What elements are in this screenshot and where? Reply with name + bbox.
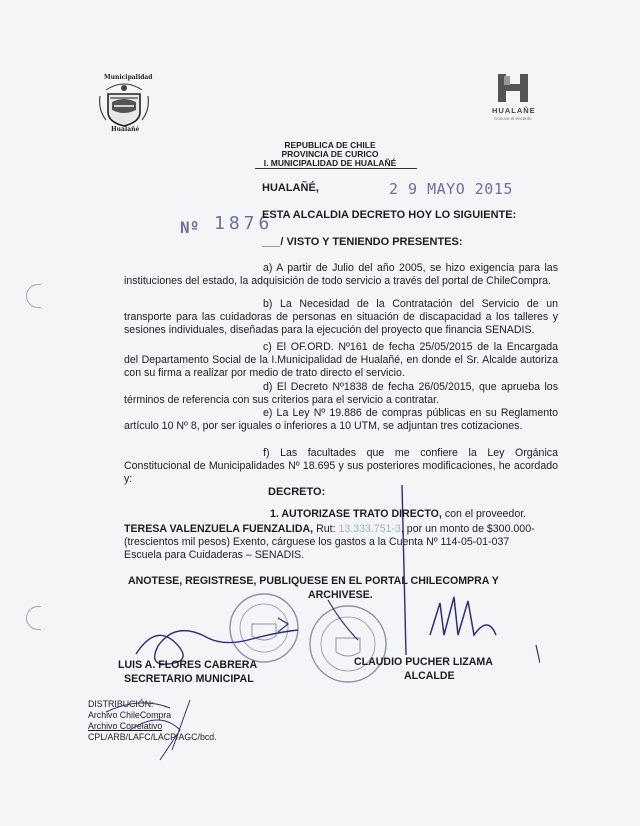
mayor-name: CLAUDIO PUCHER LIZAMA [354,656,493,668]
logo-name: HUALAÑE [492,106,536,115]
item1-prefix: 1. AUTORIZASE TRATO DIRECTO, [270,508,442,520]
logo-tagline: Conoce el encanto [494,116,532,121]
paragraph-f: f) Las facultades que me confiere la Ley Orgánica Constitucional de Municipalidades Nº 18.695 y sus posteriores modificaciones, he acordado y: [124,447,558,485]
decreto-heading: DECRETO: [268,486,326,498]
decree-number: 1876 [214,213,274,234]
paragraph-c: c) El OF.ORD. Nº161 de fecha 25/05/2015 de la Encargada del Departamento Social de la I.Municipalidad de Hualañé, en donde el Sr. Alcalde autoriza con su firma a realizar por medio de trato directo el servicio. [124,341,558,379]
paragraph-a: a) A partir de Julio del año 2005, se hizo exigencia para las instituciones del estado, la adquisición de todo servicio a través del portal de ChileCompra. [124,262,558,287]
paragraph-e: e) La Ley Nº 19.886 de compras públicas en su Reglamento artículo 10 Nº 8, por ser iguales o inferiores a 10 UTM, se adjuntan tres cotizaciones. [124,407,558,432]
item1-rest: con el proveedor. [441,508,527,520]
punch-hole-mark [26,284,41,308]
item1-line2: (trescientos mil pesos) Exento, cárguese los gastos a la Cuenta Nº 114-05-01-037 [124,536,510,548]
secretary-name: LUIS A. FLORES CABRERA [118,659,258,671]
hualane-brand-logo [490,72,538,130]
rut-label: Rut: [316,523,336,535]
distribution-item: CPL/ARB/LAFC/LACP/AGC/bcd. [88,732,217,742]
crest-text-top: Municipalidad [104,74,153,81]
distribution-item: Archivo Correlativo [88,721,163,731]
place-label: HUALAÑÉ, [262,182,319,194]
crest-text-bottom: Hualañé [111,126,140,133]
paragraph-d: d) El Decreto Nº1838 de fecha 26/05/2015, que aprueba los términos de referencia con sus criterios para el servicio a contratar. [124,381,558,406]
distribution-heading: DISTRIBUCIÓN: [88,699,154,709]
header-line-provincia: PROVINCIA DE CURICO [281,149,379,159]
punch-hole-mark [26,606,41,630]
decree-number-prefix: Nº [180,218,200,237]
closing-line1: ANOTESE, REGISTRESE, PUBLIQUESE EN EL PORTAL CHILECOMPRA Y [128,575,499,587]
secretary-title: SECRETARIO MUNICIPAL [124,673,254,685]
stamped-date: 2 9 MAYO 2015 [389,180,513,198]
distribution-item: Archivo ChileCompra [88,710,172,720]
visto-heading [262,236,463,248]
decree-intro: ESTA ALCALDIA DECRETO HOY LO SIGUIENTE: [262,209,517,221]
mayor-signature [370,485,540,665]
visto-text: / VISTO Y TENIENDO PRESENTES: [280,236,463,248]
rut-value-redacted: 13.333.751-3 [338,523,401,535]
item1-line3: Escuela para Cuidaderas – SENADIS. [124,549,305,561]
header-line-municipalidad: I. MUNICIPALIDAD DE HUALAÑÉ [263,158,397,168]
item1-amount: , por un monto de $300.000- [400,523,535,535]
mayor-title: ALCALDE [404,670,455,682]
header-line-republica: REPUBLICA DE CHILE [284,140,376,150]
header-divider [255,168,417,169]
visto-blank: ___ [262,236,281,248]
supplier-name: TERESA VALENZUELA FUENZALIDA, [124,523,314,535]
initials-scribble [100,690,210,770]
closing-line2: ARCHIVESE. [308,589,373,601]
paragraph-b: b) La Necesidad de la Contratación del Servicio de un transporte para las cuidadoras de personas en situación de discapacidad a los talleres y sesiones individuales, diseñadas para la ejecución del proyecto que financia SENADIS. [124,298,558,336]
